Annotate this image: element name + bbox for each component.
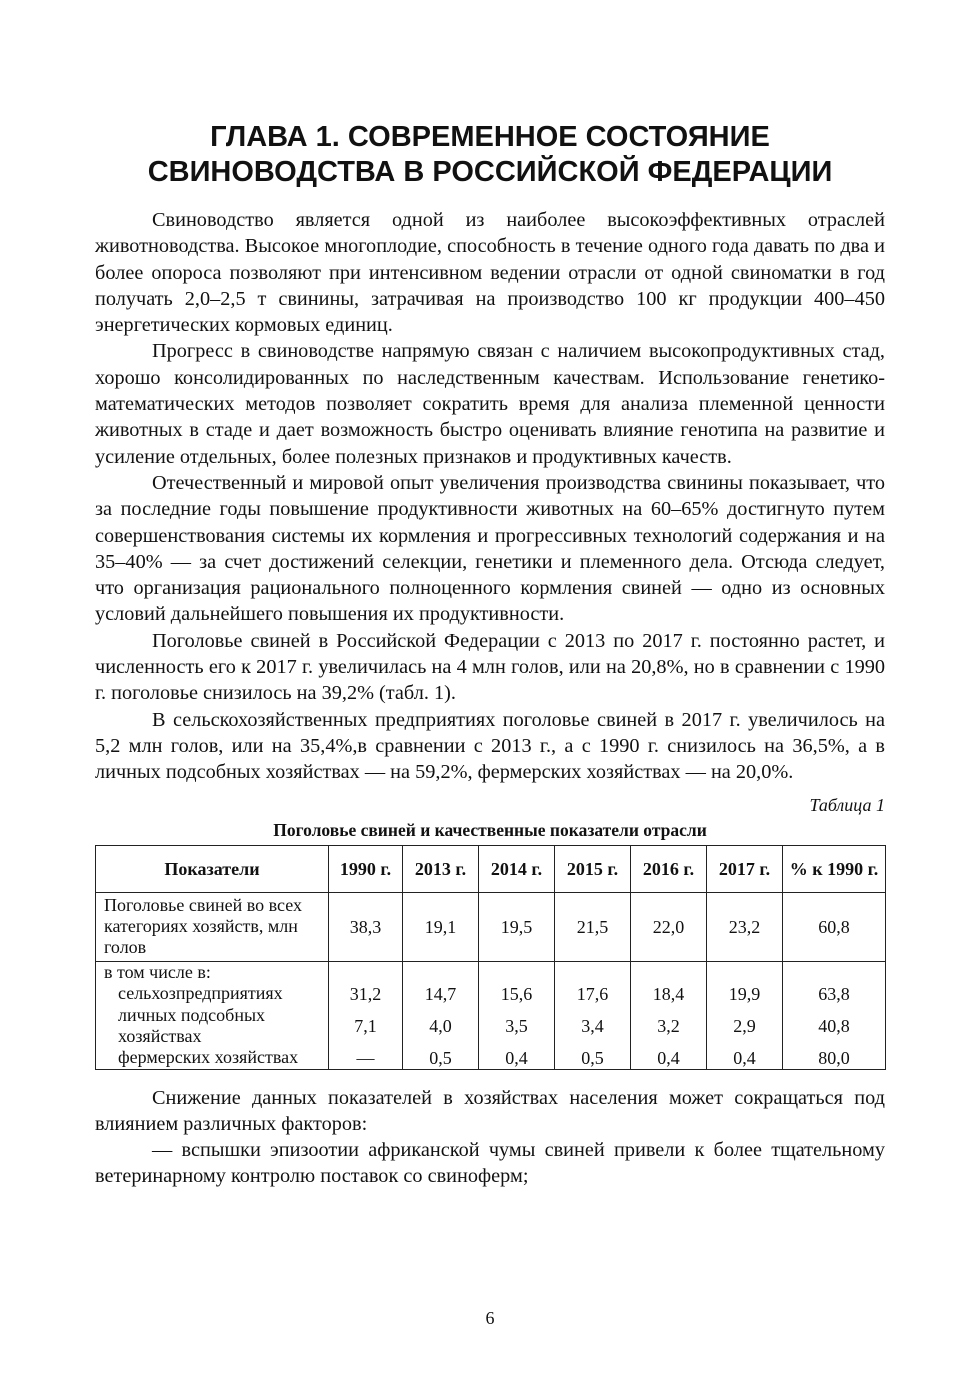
chapter-title-line-2: СВИНОВОДСТВА В РОССИЙСКОЙ ФЕДЕРАЦИИ — [147, 156, 833, 188]
table-row — [96, 961, 886, 983]
table-cell: 4,0 — [403, 1005, 479, 1047]
row-label: сельхозпредприятиях — [96, 983, 329, 1005]
table-cell: 23,2 — [707, 892, 783, 961]
table-cell: 7,1 — [329, 1005, 403, 1047]
livestock-table — [95, 845, 886, 1070]
paragraph: Отечественный и мировой опыт увеличения производства свинины показывает, что за последние годы повышение продуктивности животных на 60–65% достигнуто путем совершенствования системы их кормления и прогрессивных технологий содержания и на 35–40% — за счет достижений селекции, генетики и племенного дела. Отсюда следует, что организация рационального полноценного кормления свиней — одно из основных условий дальнейшего повышения их продуктивности. — [95, 471, 885, 626]
table-cell: 15,6 — [479, 983, 555, 1005]
table-cell: 0,5 — [555, 1047, 631, 1070]
table-row — [96, 892, 886, 961]
column-header: 2017 г. — [707, 845, 783, 892]
row-label: Поголовье свиней во всех категориях хозяйств, млн голов — [96, 892, 329, 961]
table-cell: 17,6 — [555, 983, 631, 1005]
paragraph: Прогресс в свиноводстве напрямую связан с наличием высокопродуктивных стад, хорошо консолидированных по наследственным качествам. Использование генетико-математических методов позволяет сократить время для анализа племенной ценности животных в стаде и дает возможность быстро оценивать влияние генотипа на развитие и усиление отдельных, более полезных признаков и продуктивных качеств. — [95, 340, 885, 468]
table-row — [96, 1005, 886, 1047]
column-header: 2015 г. — [555, 845, 631, 892]
table-title: Поголовье свиней и качественные показатели отрасли — [273, 819, 707, 840]
table-cell: 3,4 — [555, 1005, 631, 1047]
row-label: личных подсобных хозяйствах — [96, 1005, 329, 1047]
table-cell: 38,3 — [329, 892, 403, 961]
table-cell: 2,9 — [707, 1005, 783, 1047]
table-cell: 14,7 — [403, 983, 479, 1005]
column-header: % к 1990 г. — [783, 845, 886, 892]
table-row — [96, 1047, 886, 1070]
chapter-title — [95, 120, 885, 190]
column-header: 1990 г. — [329, 845, 403, 892]
page-number: 6 — [485, 1308, 495, 1328]
paragraph: В сельскохозяйственных предприятиях поголовье свиней в 2017 г. увеличилось на 5,2 млн голов, или на 35,4%,в сравнении с 2013 г., а с 1990 г. снизилось на 36,5%, а в личных подсобных хозяйствах — на 59,2%, фермерских хозяйствах — на 20,0%. — [95, 708, 885, 784]
table-row — [96, 983, 886, 1005]
table-caption: Таблица 1 — [809, 794, 885, 815]
table-cell: 19,5 — [479, 892, 555, 961]
column-header: 2016 г. — [631, 845, 707, 892]
table-cell: 63,8 — [783, 983, 886, 1005]
table-cell: 0,5 — [403, 1047, 479, 1070]
column-header: Показатели — [96, 845, 329, 892]
paragraph: Поголовье свиней в Российской Федерации с 2013 по 2017 г. постоянно растет, и численность его к 2017 г. увеличилась на 4 млн голов, или на 20,8%, но в сравнении с 1990 г. поголовье снизилось на 39,2% (табл. 1). — [95, 629, 885, 705]
table-cell: 22,0 — [631, 892, 707, 961]
table-cell: 19,1 — [403, 892, 479, 961]
table-cell: 31,2 — [329, 983, 403, 1005]
column-header: 2014 г. — [479, 845, 555, 892]
table-cell: 60,8 — [783, 892, 886, 961]
table-cell: 19,9 — [707, 983, 783, 1005]
table-cell: 21,5 — [555, 892, 631, 961]
paragraph: Снижение данных показателей в хозяйствах населения может сокращаться под влиянием различных факторов: — [95, 1086, 885, 1135]
table-cell: 18,4 — [631, 983, 707, 1005]
row-label: фермерских хозяйствах — [96, 1047, 329, 1070]
table-cell: — — [329, 1047, 403, 1070]
paragraph: Свиноводство является одной из наиболее высокоэффективных отраслей животноводства. Высокое многоплодие, способность в течение одного года давать по два и более опороса позволяют при интенсивном ведении отрасли от одной свиноматки в год получать 2,0–2,5 т свинины, затрачивая на производство 100 кг продукции 400–450 энергетических кормовых единиц. — [95, 209, 885, 337]
column-header: 2013 г. — [403, 845, 479, 892]
table-cell: 3,2 — [631, 1005, 707, 1047]
table-cell: 40,8 — [783, 1005, 886, 1047]
page-content — [95, 120, 885, 1190]
table-cell: 3,5 — [479, 1005, 555, 1047]
table-cell: 0,4 — [479, 1047, 555, 1070]
table-cell: 80,0 — [783, 1047, 886, 1070]
table-cell: 0,4 — [631, 1047, 707, 1070]
table-cell: 0,4 — [707, 1047, 783, 1070]
row-label: в том числе в: — [96, 961, 329, 983]
table-header-row — [96, 845, 886, 892]
chapter-title-line-1: ГЛАВА 1. СОВРЕМЕННОЕ СОСТОЯНИЕ — [210, 121, 770, 153]
list-item: — вспышки эпизоотии африканской чумы свиней привели к более тщательному ветеринарному контролю поставок со свиноферм; — [95, 1139, 885, 1188]
